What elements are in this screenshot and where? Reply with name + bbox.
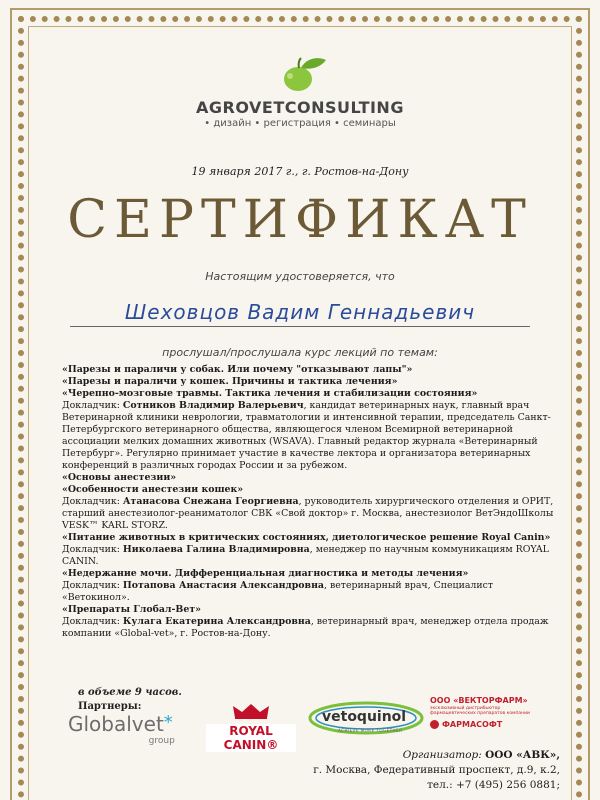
logo-name: AGROVETCONSULTING [196,98,404,117]
list-item [62,532,554,568]
organizer-address: г. Москва, Федеративный проспект, д.9, к.2, [313,764,560,776]
topic-title: «Парезы и параличи у собак. Или почему "отказывают лапы"» [62,364,413,375]
reporter-details: , менеджер по научным коммуникациям ROYAL CANIN. [62,544,549,567]
reporter-name: Сотников Владимир Валерьевич [122,400,304,411]
reporter-details: , кандидат ветеринарных наук, главный врач Ветеринарной клиники неврологии, травматологии и интенсивной терапии, председатель Санкт-Петербургского ветеринарного общества, являющегося членом Всемирной ветеринарной ассоциации мелких домашних животных (WSAVA). Главный редактор журнала «Ветеринарный Петербург». Регулярно принимает участие в качестве лектора и организатора ветеринарных конференций в различных городах России и за рубежом. [62,400,551,471]
vetoquinol-logo [308,700,428,740]
organizer-label: Организатор: [402,749,482,761]
reporter-label: Докладчик: [62,544,120,555]
royal-canin-name: ROYAL CANIN [223,724,273,752]
reporter-name: Кулага Екатерина Александровна [122,616,311,627]
list-item [62,388,554,472]
royal-canin-logo [206,702,296,752]
globalvet-sub: group [148,736,175,746]
confirm-text: Настоящим удостоверяется, что [205,270,395,283]
topic-title: «Недержание мочи. Дифференциальная диагностика и методы лечения» [62,568,469,579]
vektorfarm-sub: эксклюзивный дистрибьютор фармацевтических препаратов компании [430,706,530,716]
topic-title: «Питание животных в критических состояниях, диетологическое решение Royal Canin» [62,532,551,543]
pharmasoft-icon [430,720,439,729]
topic-title: «Препараты Глобал-Вет» [62,604,201,615]
reporter-name: Атанасова Снежана Георгиевна [122,496,299,507]
certificate-title: СЕРТИФИКАТ [67,190,533,250]
organizer-block [313,748,560,793]
vetoquinol-sub: ACHIEVE MORE TOGETHER [338,728,403,733]
reporter-label: Докладчик: [62,616,120,627]
topic-reporter [62,400,554,472]
vektorfarm-logo [430,696,546,729]
topic-reporter [62,580,554,604]
list-item [62,472,554,484]
list-item [62,568,554,604]
list-item [62,376,554,388]
topic-reporter [62,616,554,640]
course-intro: прослушал/прослушала курс лекций по темам: [162,346,438,359]
list-item [62,484,554,532]
vetoquinol-name: vetoquinol [322,709,407,725]
organizer-name: ООО «АВК», [485,749,560,761]
course-hours: в объеме 9 часов. [78,687,182,698]
reporter-label: Докладчик: [62,580,120,591]
registered-mark: ® [266,738,279,752]
topic-reporter [62,544,554,568]
topic-title: «Парезы и параличи у кошек. Причины и тактика лечения» [62,376,398,387]
crown-icon [231,702,271,720]
reporter-label: Докладчик: [62,400,120,411]
asterisk-icon: * [163,712,173,733]
certificate-date: 19 января 2017 г., г. Ростов-на-Дону [191,165,409,178]
topics-list [62,364,554,640]
reporter-details: , ветеринарный врач, менеджер отдела продаж компании «Global-vet», г. Ростов-на-Дону. [62,616,549,639]
reporter-details: , руководитель хирургического отделения и ОРИТ, старший анестезиолог-реаниматолог СВК «Свой доктор» г. Москва, анестезиолог ВетЭндоШколы VESK™ KARL STORZ. [62,496,554,531]
topic-title: «Черепно-мозговые травмы. Тактика лечения и стабилизации состояния» [62,388,478,399]
recipient-name: Шеховцов Вадим Геннадьевич [70,300,530,327]
topic-title: «Особенности анестезии кошек» [62,484,244,495]
reporter-details: , ветеринарный врач, Специалист «Ветокинол». [62,580,494,603]
globalvet-logo [68,712,175,746]
list-item [62,364,554,376]
reporter-name: Николаева Галина Владимировна [122,544,310,555]
agrovet-logo [0,54,600,129]
partners-label: Партнеры: [78,701,142,712]
topic-title: «Основы анестезии» [62,472,177,483]
organizer-phone: тел.: +7 (495) 256 0881; [427,779,560,791]
apple-icon [268,54,332,94]
reporter-label: Докладчик: [62,496,120,507]
list-item [62,604,554,640]
globalvet-name: Globalvet [68,712,164,736]
pharmasoft-name: ФАРМАСОФТ [442,720,503,729]
logo-tagline: • дизайн • регистрация • семинары [204,118,396,129]
reporter-name: Потапова Анастасия Александровна [122,580,325,591]
vektorfarm-name: ООО «ВЕКТОРФАРМ» [430,696,528,705]
topic-reporter [62,496,554,532]
